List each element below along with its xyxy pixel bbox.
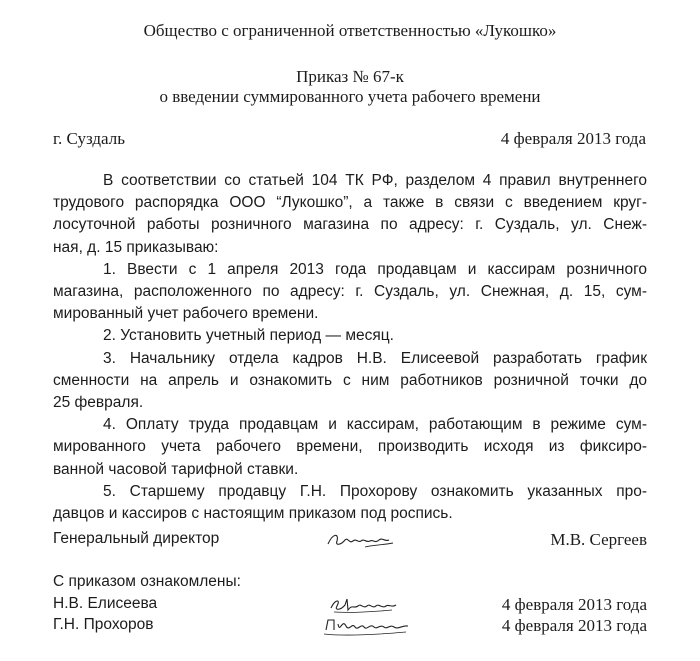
preamble-line: ная, д. 15 приказываю: (53, 238, 219, 256)
item-line: 2. Установить учетный период — месяц. (103, 327, 394, 345)
employee-handwritten-signature (322, 614, 414, 638)
signature-scribble (322, 614, 414, 638)
preamble-line: В соответствии со статьей 104 ТК РФ, разделом 4 правил внутреннего (103, 172, 647, 189)
item-line: сменности на апрель и ознакомить с ним работников розничной точки до (53, 371, 647, 389)
item-line: 25 февраля. (53, 394, 144, 412)
item-line: 3. Начальнику отдела кадров Н.В. Елисеевой разработать график (103, 349, 647, 367)
order-subject: о введении суммированного учета рабочего времени (159, 87, 541, 106)
item-line: 5. Старшему продавцу Г.Н. Прохорову ознакомить указанных про- (103, 482, 647, 500)
city: г. Суздаль (53, 129, 125, 148)
director-title: Генеральный директор (53, 530, 220, 547)
item-line: ванной часовой тарифной ставки. (53, 460, 299, 478)
director-name: М.В. Сергеев (550, 530, 647, 549)
order-title: Приказ № 67-к (296, 67, 404, 86)
item-line: 1. Ввести с 1 апреля 2013 года продавцам и кассирам розничного (103, 260, 647, 278)
preamble-line: лосуточной работы розничного магазина по адресу: г. Суздаль, ул. Снеж- (53, 216, 647, 234)
acquainted-title: С приказом ознакомлены: (53, 573, 241, 590)
item-line: давцов и кассиров с настоящим приказом под роспись. (53, 505, 453, 523)
director-handwritten-signature (325, 529, 397, 551)
employee-handwritten-signature (326, 594, 400, 616)
employee-date: 4 февраля 2013 года (501, 595, 647, 614)
order-date: 4 февраля 2013 года (500, 129, 646, 148)
employee-name: Н.В. Елисеева (53, 595, 158, 612)
item-line: магазина, расположенного по адресу: г. Суздаль, ул. Снежная, д. 15, сум- (53, 283, 647, 301)
preamble-line: трудового распорядка ООО “Лукошко”, а также в связи с введением круг- (53, 194, 647, 212)
employee-name: Г.Н. Прохоров (53, 616, 154, 633)
employee-date: 4 февраля 2013 года (501, 616, 647, 635)
signature-scribble (326, 594, 400, 616)
item-line: мированный учет рабочего времени. (53, 305, 319, 323)
item-line: 4. Оплату труда продавцам и кассирам, работающим в режиме сум- (103, 416, 647, 434)
order-body (53, 170, 647, 525)
signature-scribble (325, 529, 397, 551)
item-line: мированного учета рабочего времени, производить исходя из фиксиро- (53, 438, 647, 456)
organization-name: Общество с ограниченной ответственностью «Лукошко» (143, 21, 557, 40)
